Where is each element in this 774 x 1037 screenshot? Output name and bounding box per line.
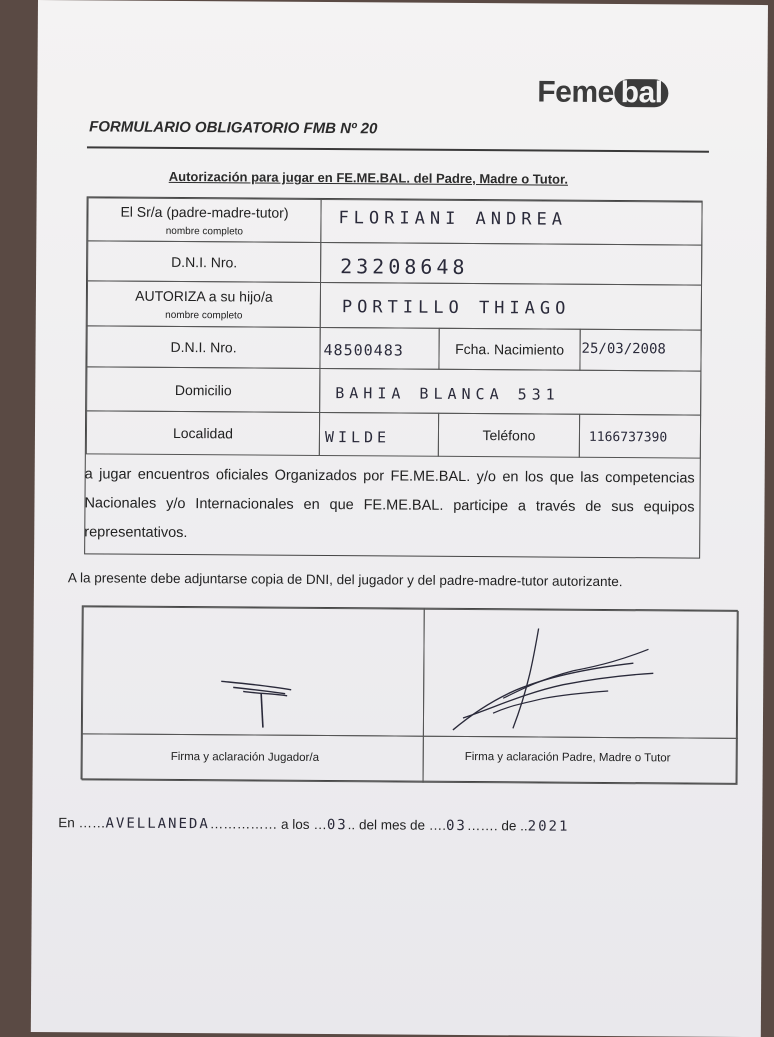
femebal-logo [537, 75, 668, 110]
handwritten-parent-name: FLORIANI ANDREA [338, 208, 568, 230]
form-title: FORMULARIO OBLIGATORIO FMB Nº 20 [89, 118, 378, 138]
parent-signature-label: Firma y aclaración Padre, Madre o Tutor [464, 750, 671, 765]
phone-label: Teléfono [482, 427, 536, 444]
parent-sublabel: nombre completo [165, 225, 244, 237]
locality-label: Localidad [172, 424, 234, 442]
authorizes-label: AUTORIZA a su hijo/a [135, 287, 273, 305]
footer-month: 03 [445, 817, 467, 835]
phone-label-cell [438, 413, 580, 458]
handwritten-locality: WILDE [324, 428, 391, 447]
address-label: Domicilio [174, 381, 232, 398]
footer-de: de [497, 818, 521, 834]
dni1-label-cell [87, 240, 321, 283]
footer-a-los: a los [277, 816, 314, 832]
footer-year: 2021 [527, 818, 570, 835]
form-sheet [31, 0, 768, 1037]
authorizes-sublabel: nombre completo [165, 309, 243, 321]
header-rule [87, 146, 709, 152]
parent-label: El Sr/a (padre-madre-tutor) [120, 203, 289, 221]
dni1-label: D.N.I. Nro. [171, 253, 238, 270]
handwritten-address: BAHIA BLANCA 531 [335, 384, 560, 404]
locality-label-cell [86, 410, 320, 456]
footer-place: AVELLANEDA [105, 815, 210, 833]
authorizes-label-cell [87, 280, 321, 328]
logo-text-b: bal [615, 79, 669, 107]
birth-label-cell [438, 328, 580, 371]
player-signature-icon [213, 671, 303, 732]
authorization-paragraph: a jugar encuentros oficiales Organizados por FE.ME.BAL. y/o en los que las competencias Nacionales y/o Internacionales en que FE.ME.BAL. participe a través de sus equipos representativos. [84, 466, 695, 542]
footer-en: En [58, 815, 79, 831]
birth-label: Fcha. Nacimiento [455, 340, 565, 358]
logo-text-a: Feme [537, 75, 614, 110]
handwritten-phone: 1166737390 [588, 429, 668, 446]
player-signature-label: Firma y aclaración Jugador/a [170, 750, 320, 764]
handwritten-dni2: 48500483 [323, 341, 404, 360]
handwritten-child-name: PORTILLO THIAGO [341, 297, 571, 319]
place-date-line: En ……AVELLANEDA…………… a los …03.. del mes de ….03……. de ..2021 [58, 815, 570, 835]
dni2-label: D.N.I. Nro. [170, 338, 237, 356]
footer-del-mes: del mes de [355, 817, 429, 833]
parent-label-cell [87, 197, 321, 243]
address-label-cell [86, 366, 320, 413]
form-subtitle: Autorización para jugar en FE.ME.BAL. del Padre, Madre o Tutor. [168, 168, 569, 187]
handwritten-dni1: 23208648 [340, 254, 469, 280]
parent-signature-icon [433, 618, 684, 745]
footer-day: 03 [326, 817, 348, 834]
attachment-note: A la presente debe adjuntarse copia de DNI, del jugador y del padre-madre-tutor autorizante. [67, 570, 623, 590]
dni2-label-cell [86, 325, 320, 369]
handwritten-birthdate: 25/03/2008 [581, 340, 666, 358]
